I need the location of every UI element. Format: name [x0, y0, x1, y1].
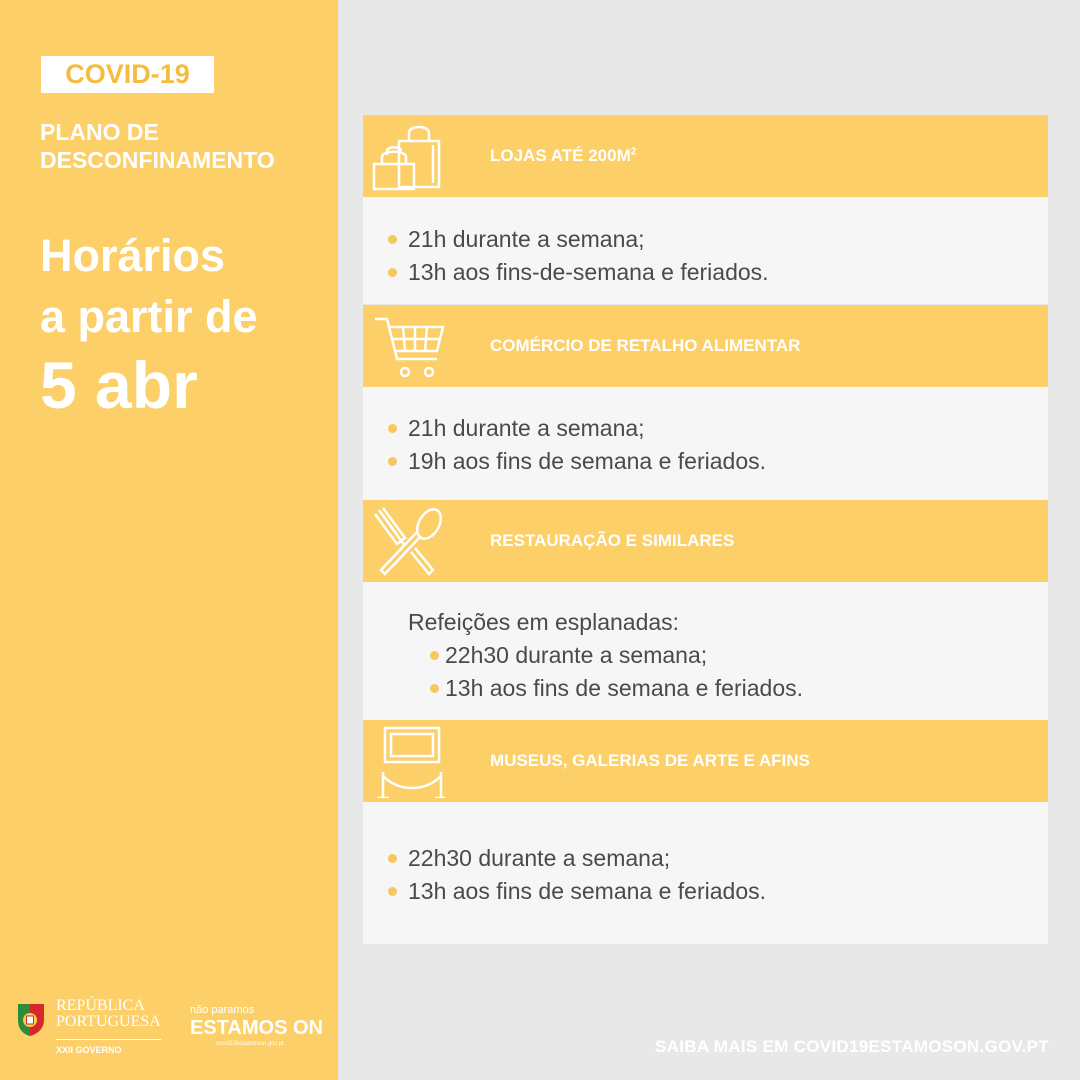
list-item: 13h aos fins-de-semana e feriados.	[363, 256, 1048, 289]
museum-frame-icon	[371, 724, 445, 798]
start-date: 5 abr	[40, 348, 198, 422]
section-body	[363, 582, 1048, 720]
section-title: COMÉRCIO DE RETALHO ALIMENTAR	[490, 336, 801, 355]
section-header	[363, 305, 1048, 387]
section-title: RESTAURAÇÃO E SIMILARES	[490, 531, 735, 550]
republica-text	[56, 998, 161, 1056]
plan-title	[40, 118, 275, 174]
list-item: 13h aos fins de semana e feriados.	[363, 875, 1048, 908]
section-title: MUSEUS, GALERIAS DE ARTE E AFINS	[490, 751, 810, 770]
section-title-text: LOJAS ATÉ 200M	[490, 146, 631, 165]
estamos-on-logo	[190, 1004, 323, 1048]
section-header	[363, 720, 1048, 802]
footer-link[interactable]: SAIBA MAIS EM COVID19ESTAMOSON.GOV.PT	[655, 1037, 1049, 1056]
section-restauracao	[363, 500, 1048, 720]
list-item: 13h aos fins de semana e feriados.	[363, 672, 1048, 705]
section-title	[490, 115, 636, 197]
portugal-shield-icon	[16, 998, 46, 1038]
covid-badge: COVID-19	[41, 56, 214, 93]
schedule-heading	[40, 225, 258, 347]
governo-label: XXII GOVERNO	[56, 1039, 161, 1056]
section-comercio	[363, 305, 1048, 500]
section-body	[363, 197, 1048, 304]
section-body	[363, 802, 1048, 944]
list-item: 19h aos fins de semana e feriados.	[363, 445, 1048, 478]
left-panel	[0, 0, 338, 1080]
estamos-small-text: não paramos	[190, 1004, 255, 1016]
republica-line2: PORTUGUESA	[56, 1013, 161, 1030]
estamos-url: covid19estamoson.gov.pt	[216, 1041, 284, 1047]
fork-spoon-icon	[371, 504, 445, 578]
section-lojas	[363, 115, 1048, 304]
schedule-heading-line2: a partir de	[40, 291, 258, 342]
schedule-heading-line1: Horários	[40, 230, 226, 281]
republica-portuguesa-logo	[16, 998, 161, 1056]
section-intro: Refeições em esplanadas:	[408, 609, 680, 635]
section-header	[363, 500, 1048, 582]
shopping-bags-icon	[371, 119, 445, 193]
list-item: 21h durante a semana;	[363, 412, 1048, 445]
list-item: 22h30 durante a semana;	[363, 842, 1048, 875]
estamos-big-text: ESTAMOS ON	[190, 1017, 323, 1039]
section-body	[363, 387, 1048, 500]
section-museus	[363, 720, 1048, 944]
section-header	[363, 115, 1048, 197]
plan-title-line1: PLANO DE	[40, 119, 159, 145]
plan-title-line2: DESCONFINAMENTO	[40, 147, 275, 173]
superscript-2: 2	[630, 146, 637, 158]
list-item: 21h durante a semana;	[363, 223, 1048, 256]
list-item: 22h30 durante a semana;	[363, 639, 1048, 672]
shopping-cart-icon	[371, 309, 445, 383]
republica-line1: REPÚBLICA	[56, 997, 145, 1014]
